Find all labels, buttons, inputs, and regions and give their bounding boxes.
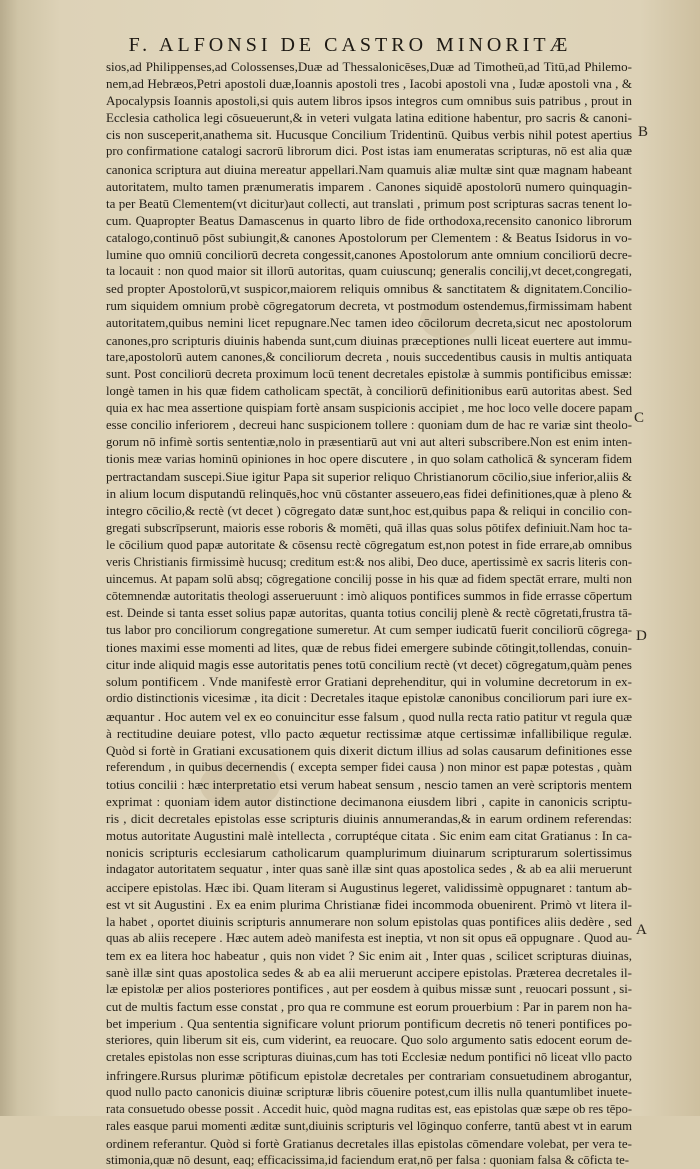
text-line: nem,ad Hebræos,Petri apostoli duæ,Ioannis apostoli tres , Iacobi apostoli vna , Iudæ apostoli vna , &	[106, 76, 632, 92]
text-line: citur inde aliquid magis esse autoritatis penes totū concilium rectè (vt decet) cōgregatum,quàm penes	[106, 657, 632, 673]
text-line: cut de multis factum esse constat , pro qua re commune est eorum prouerbium : Par in parem non ha-	[106, 999, 632, 1015]
text-line: sunt. Post conciliorū decreta proximum locū tenent decretales epistolæ à summis pontificibus emissæ:	[106, 366, 632, 381]
text-line: solum pontificem . Vnde manifestè error Gratiani deprehenditur, qui in volumine decretorum in ex-	[106, 674, 632, 690]
text-line: est. Deinde si tanta esset solius papæ autoritas, quanta totius concilij plenè & rectè cōgretati,frustra tā-	[106, 606, 632, 620]
text-line: Ecclesia catholica legi cōsueuerunt,& in veteri vulgata latina editione habentur, pro sacris & canoni-	[106, 110, 632, 126]
text-line: sios,ad Philippenses,ad Colossenses,Duæ ad Thessalonicēses,Duæ ad Timotheū,ad Titū,ad Philemo-	[106, 59, 632, 74]
text-line: esse concilio inferiorem , decreui hanc suspicionem tollere : quoniam dum de hac re variæ sint theolo-	[106, 417, 632, 432]
text-line: cum. Quapropter Beatus Damascenus in quarto libro de fide orthodoxa,recensito canonico librorum	[106, 212, 632, 228]
text-line: sanè illæ sint quas apostolica sedes & ab ea alii meruerunt accipere epistolas. Præterea decretales il-	[106, 964, 632, 980]
text-line: infringere.Rursus plurimæ pōtificum epistolæ decretales per contrariam consuetudinem abrogantur,	[106, 1067, 632, 1083]
text-line: tare,apostolorū autem canones,& conciliorum decreta , nouis succedentibus causis in multis antiquata	[106, 349, 632, 364]
text-line: quod nullo pacto canonicis diuinæ scripturæ libris cōuenire potest,cum illis nulla quantumlibet inuete-	[106, 1084, 632, 1099]
text-line: autoritatem,quibus nemini licet repugnare.Nec tamen ideo cōcilorum decreta,sicut nec apostolorum	[106, 315, 632, 331]
text-line: canones,pro scripturis diuinis habenda sunt,cum diuinas præceptiones nulli liceat euertere aut immu-	[106, 332, 632, 348]
text-line: quas ab aliis recepere . Hæc autem adeò manifesta est ineptia, vt non sit opus eā oppugnare . Quod au-	[106, 930, 632, 945]
text-line: ta locauit : non quod maior sit illorū autoritas, quam cuiuscunq; generalis concilij,vt decet,congregati,	[106, 264, 632, 279]
text-line: lumine quo omniū conciliorū decreta congessit,canones Apostolorum ante omnium conciliorū decre-	[106, 247, 632, 263]
text-line: catalogo,continuō pōst subiungit,& canones Apostolorum per Clementem : & Beatus Isidorus in vo-	[106, 229, 632, 245]
text-line: ordinem referantur. Quòd si fortè Gratianus decretales illas epistolas cōmendare volebat, per vera te-	[106, 1135, 632, 1151]
text-line: autoritatem, multo tamen prænumeratis imparem . Canones siquidē apostolorū numero quinquagin-	[106, 178, 632, 194]
text-line: motus autoritate Augustini malè intellecta , corruptéque citata . Sic enim eam citat Gratianus : In ca-	[106, 828, 632, 844]
text-line: gorum nō infimè sortis sententiæ,nolo in præsentiarū aut vni aut alteri subscribere.Non est enim inten-	[106, 435, 632, 450]
text-line: rum siquidem omnium probè cōgregatorum decreta, vt postmodum ostendemus,firmissimam habent	[106, 298, 632, 314]
text-line: est vt sit Augustini . Ex ea enim plurima Christianæ fidei incommoda obuenirent. Primò vt litera il-	[106, 896, 632, 912]
text-line: cōtemnendæ autoritatis theologi asserueruunt : imò aliquos pontifices summos in fide errasse cōpertum	[106, 588, 632, 603]
text-line: indagator autoritatem sequatur , inter quas sanè illæ sint quas apostolica sedes , & ab ea alii meruerunt	[106, 862, 632, 877]
text-line: gregati subscrīpserunt, maioris esse roboris & momēti, quā illas quas solus pōtifex definiuit.Nam hoc ta-	[106, 520, 632, 535]
text-line: ordio distinctionis vicesimæ , ita dicit : Decretales itaque epistolæ canonibus conciliorum pari iure ex-	[106, 691, 632, 706]
text-line: nonicis scripturis ecclesiarum catholicarum quamplurimum diuinarum scripturarum solertissimus	[106, 845, 632, 861]
text-line: bet imperium . Qua sententia significare volunt priorum pontificum decretis nō teneri pontifices po-	[106, 1016, 632, 1032]
text-line: la habet , oportet diuinis scripturis annumerare non solum epistolas quas pontifices aliis dedère , sed	[106, 913, 632, 929]
text-line: cretales epistolas non esse scripturas diuinas,cum has toti Ecclesiæ nedum pontifici nō liceat vllo pacto	[106, 1050, 632, 1065]
margin-letter-c: C	[634, 410, 645, 426]
text-line: pertractandam suscepi.Siue igitur Papa sit superior reliquo Christianorum cōcilio,siue inferior,aliis &	[106, 469, 632, 485]
text-line: rata consuetudo obesse possit . Accedit huic, quòd magna ruditas est, eas epistolas quæ sæpe ob res tēpo-	[106, 1101, 632, 1116]
running-header: F. ALFONSI DE CASTRO MINORITÆ	[128, 34, 572, 56]
text-line: totius concilii : hæc interpretatio etsi verum habeat sensum , nescio tamen an verè scriptoris mentem	[106, 776, 632, 792]
body-text	[106, 58, 632, 1169]
text-line: Apocalypsis Ioannis apostoli,si quis autem libros ipsos integros cum omnibus suis patribus , prout in	[106, 93, 632, 109]
text-line: stimonia,quæ nō desunt, eaq; efficacissima,id faciendum erat,nō per falsa : quoniam falsa & cōficta te-	[106, 1153, 630, 1167]
margin-letter-d: D	[636, 628, 647, 644]
text-line: uincemus. At papam solū absq; cōgregatione concilij posse in his quæ ad fidem spectāt errare, multi non	[106, 571, 632, 586]
text-line: tem ex ea litera hoc habeatur , quis non videt ? Sic enim ait , Inter quas , scilicet scripturas diuinas,	[106, 947, 632, 963]
text-line: Quòd si fortè in Gratiani excusationem quis dixerit dictum illius ad solas causarum definitiones esse	[106, 742, 632, 758]
text-line: canonica scriptura aut diuina mereatur appellari.Nam quamuis aliæ multæ sint quæ magnam habeant	[106, 161, 632, 177]
text-line: veris Christianis firmissimè hucusq; creditum est:& nos alibi, Deo duce, apertissimè ex sacris literis con-	[106, 554, 632, 569]
text-line: longè tamen in his quæ fidem catholicam spectāt, à conciliorū definitionibus earū autoritas abest. Sed	[106, 383, 632, 398]
text-line: integro cōcilio,& rectè (vt decet ) cōgregato datæ sunt,hoc est,quibus papa & reliqui in concilio con-	[106, 503, 632, 519]
text-line: tus labor pro conciliorum congregatione sumeretur. At cum semper iudicatū fuerit conciliorū cōgrega-	[106, 623, 632, 638]
text-line: in alium locum disputandū relinquēs,hoc vnū cōstanter asseuero,eas fidei definitiones,quæ à pleno &	[106, 486, 632, 502]
text-line: rales easque parui momenti æditæ sunt,diuinis scripturis vel lōginquo conferre, tantū abest vt in earum	[106, 1118, 632, 1133]
text-line: quia ex hac mea assertione quispiam fortè ansam suspicionis accipiet , me hoc loco velle docere papam	[106, 400, 632, 415]
text-line: tiones maximi esse momenti ad lites, quæ de rebus fidei emergere subinde cōtingit,tollendas, conuin-	[106, 640, 632, 656]
text-line: ta per Beatū Clementem(vt dicitur)aut collecti, aut translati , primum post scripturas sacras tenent lo-	[106, 195, 632, 211]
text-line: pro confirmatione catalogi sacrorū librorum dici. Post istas iam enumeratas scripturas, nō est alia quæ	[106, 144, 632, 159]
text-line: tionis meæ varias hominū opiniones in hoc opere discutere , in quo solam catholicā & synceram fidem	[106, 452, 632, 467]
text-line: à rectitudine deuiare potest, vllo pacto æquetur rectissimæ atque certissimæ infallibilique regulæ.	[106, 725, 632, 741]
text-line: ris , dicit decretales epistolas esse scripturis diuinis annumerandas,& in earum ordinem referendas:	[106, 811, 632, 827]
text-line: cis non susceperit,anathema sit. Hucusque Concilium Tridentinū. Quibus verbis nihil potest apertius	[106, 127, 632, 143]
text-line: exprimat : quoniam idem autor distinctione decimanona eiusdem libri , capite in canonicis scriptu-	[106, 794, 632, 810]
text-line: accipere epistolas. Hæc ibi. Quam literam si Augustinus legeret, validissimè oppugnaret : tantum ab-	[106, 879, 632, 895]
margin-letter-b: B	[638, 124, 649, 140]
text-line: referendum , in quibus decernendis ( excepta semper fidei causa ) non minor est papæ potestas , quàm	[106, 759, 632, 774]
margin-letter-a: A	[636, 922, 647, 938]
text-line: læ epistolæ per alios posteriores pontifices , aut per eosdem à quibus missæ sunt , reuocari possunt , si-	[106, 982, 632, 997]
text-line: sed propter Apostolorū,vt suspicor,maiorem reliquis omnibus & sanctitatem & dignitatem.Concilio-	[106, 281, 632, 297]
text-line: æquantur . Hoc autem vel ex eo conuincitur esse falsum , quod nulla recta ratio patitur vt regula quæ	[106, 708, 632, 724]
text-line: le cōcilium quod papæ autoritate & cōsensu rectè cōgregatum est,non potest in fide errare,ab omnibus	[106, 537, 632, 552]
text-line: steriores, quin liberum sit eis, cum viderint, ea reuocare. Quo solo argumento satis edocent eorum de-	[106, 1033, 632, 1048]
